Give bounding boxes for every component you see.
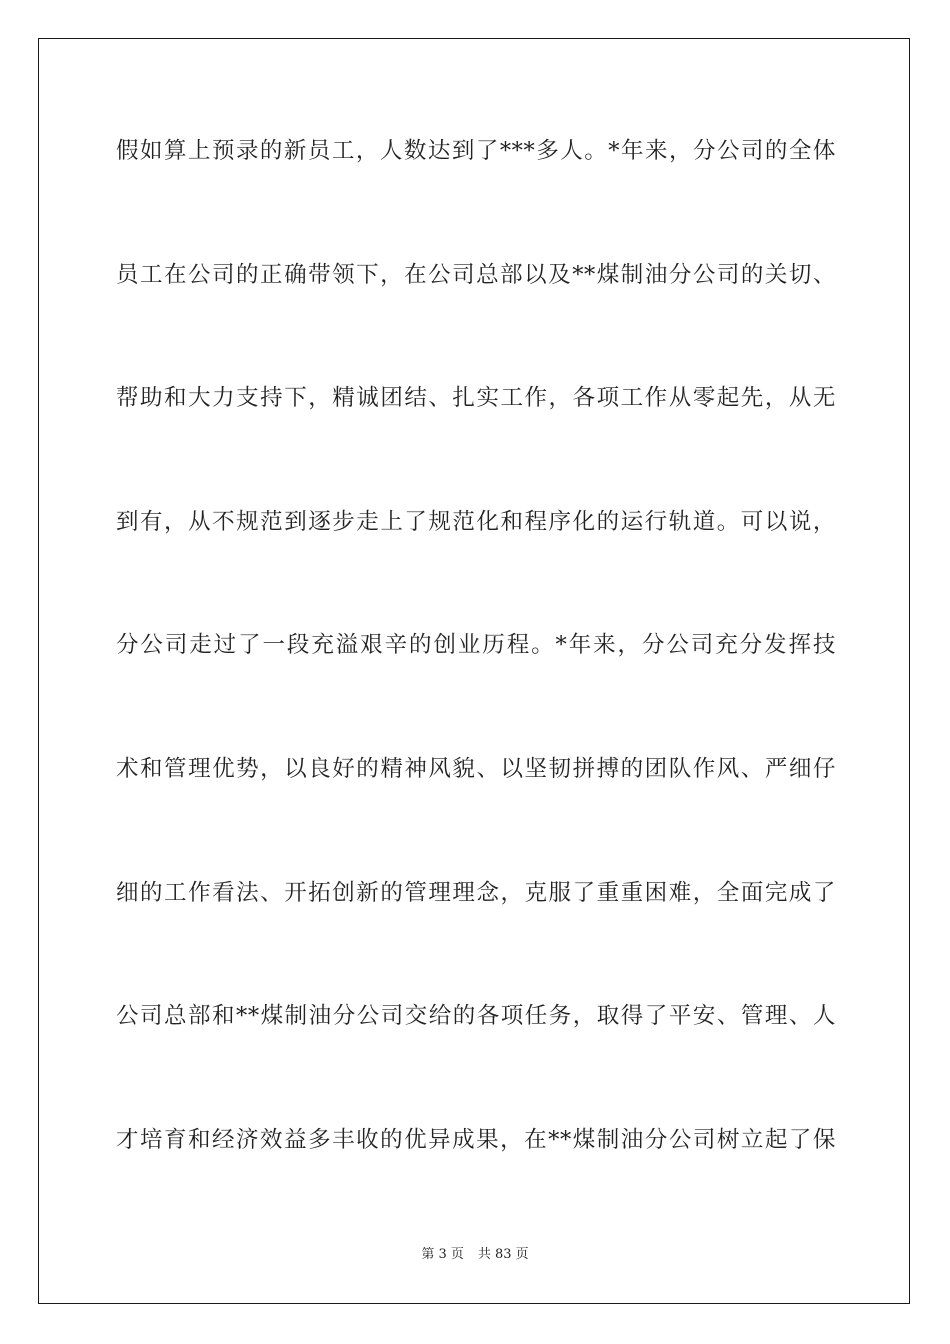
text-line: 术和管理优势，以良好的精神风貌、以坚韧拼搏的团队作风、严细仔: [116, 755, 836, 782]
text-line: 分公司走过了一段充溢艰辛的创业历程。*年来，分公司充分发挥技: [116, 632, 836, 659]
text-line: 公司总部和**煤制油分公司交给的各项任务，取得了平安、管理、人: [116, 1003, 836, 1030]
text-line: 假如算上预录的新员工，人数达到了***多人。*年来，分公司的全体: [116, 138, 836, 164]
text-line: 细的工作看法、开拓创新的管理理念，克服了重重困难，全面完成了: [116, 879, 836, 906]
page-total: 共 83 页: [477, 1247, 529, 1262]
document-body: [116, 128, 836, 1240]
text-line: 才培育和经济效益多丰收的优异成果，在**煤制油分公司树立起了保: [116, 1126, 836, 1153]
text-line: 员工在公司的正确带领下，在公司总部以及**煤制油分公司的关切、: [116, 261, 836, 288]
text-line: 到有，从不规范到逐步走上了规范化和程序化的运行轨道。可以说，: [116, 508, 836, 535]
page-footer: [0, 1245, 950, 1265]
page-number: 第 3 页: [421, 1247, 464, 1262]
text-line: 帮助和大力支持下，精诚团结、扎实工作，各项工作从零起先，从无: [116, 385, 836, 412]
